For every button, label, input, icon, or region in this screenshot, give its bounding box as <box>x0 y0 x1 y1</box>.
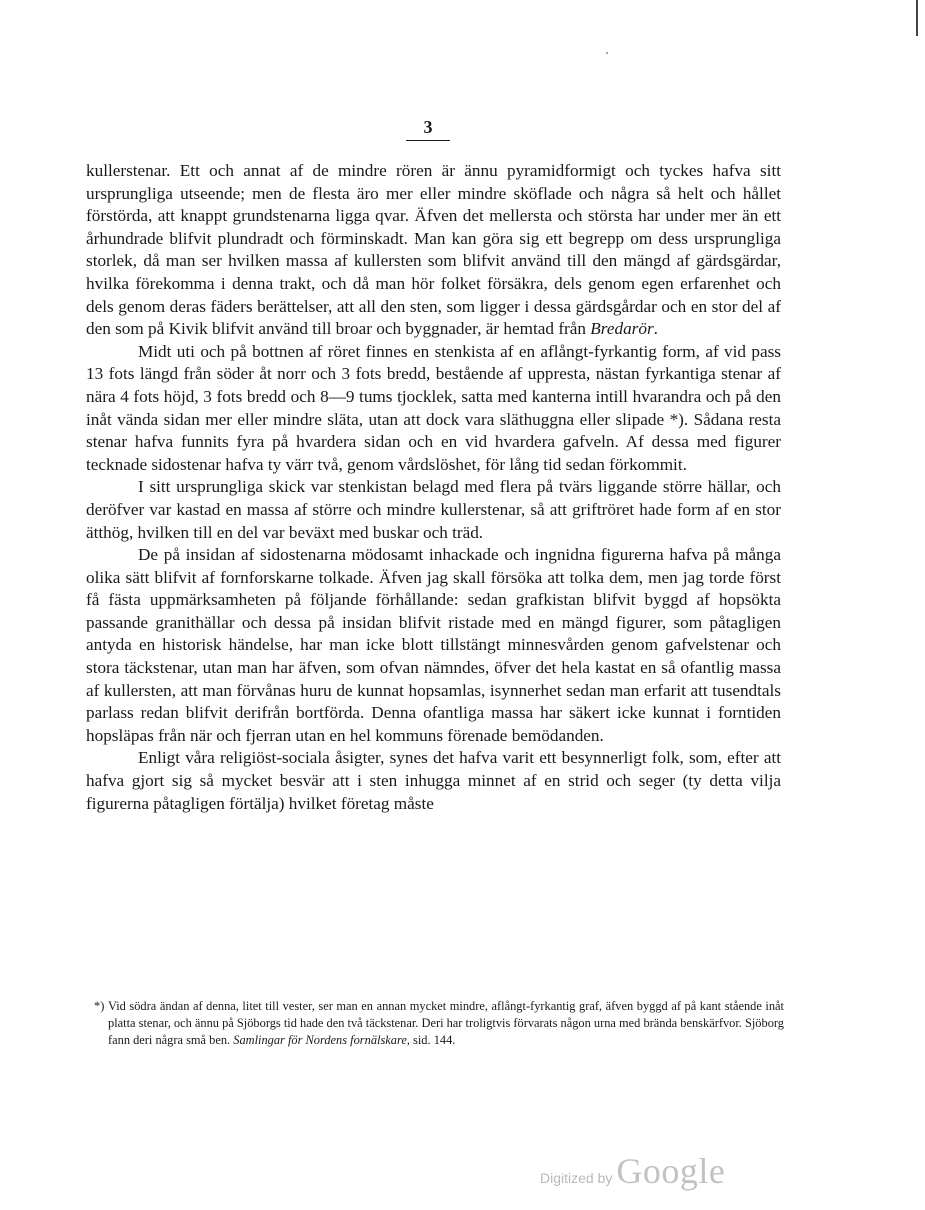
footnote-reference: *). <box>669 409 689 429</box>
body-text <box>86 160 781 815</box>
paragraph-1-end: . <box>653 319 658 339</box>
paragraph-2 <box>86 341 781 477</box>
footnote-text: Vid södra ändan af denna, litet till vester, ser man en annan mycket mindre, aflångt-fyrkantig graf, äfven byggd af på kant stående inåt platta stenar, och ännu på Sjöborgs tid hade den två täckstenar. Deri har troligtvis förvarats någon urna med brända benskärfvor. Sjöborg fann deri några små ben. <box>108 999 784 1047</box>
paragraph-1 <box>86 160 781 341</box>
page-number: 3 <box>406 117 450 141</box>
paragraph-4: De på insidan af sidostenarna mödosamt inhackade och ingnidna figurerna hafva på många olika sätt blifvit af fornforskarne tolkade. Äfven jag skall försöka att tolka dem, men jag torde först få fästa uppmärksamheten på följande förhållande: sedan grafkistan blifvit byggd af hopsökta passande granithällar och dessa på insidan blifvit ristade med en mängd figurer, som påtagligen antyda en historisk händelse, har man icke blott tillstängt minnesvården genom gafvelstenar och stora täckstenar, utan man har äfven, som ofvan nämndes, öfver det hela kastat en så ofantlig massa af kullersten, att man förvånas huru de kunnat hopsamlas, isynnerhet sedan man erfarit att tusendtals parlass redan blifvit derifrån bortförda. Denna ofantliga massa har säkert icke kunnat i forntiden hopsläpas från när och fjerran utan en hel kommuns förenade bemödanden. <box>86 545 781 745</box>
paragraph-1-text: kullerstenar. Ett och annat af de mindre rören är ännu pyramidformigt och tyckes hafva sitt ursprungliga utseende; men de flesta äro mer eller mindre sköflade och några så helt och hållet förstörda, att knappt grundstenarna ligga qvar. Äfven det mellersta och största har under mer än ett århundrade blifvit plundradt och förminskadt. Man kan göra sig ett begrepp om dess ursprungliga storlek, då man ser hvilken massa af kullersten som blifvit använd till den mängd af gärdsgärdar, hvilka förekomma i denna trakt, och då man hör folket försäkra, dels genom egen erfarenhet och dels genom deras fäders berättelser, att all den sten, som ligger i dessa gärdsgårdar och en stor del af den som på Kivik blifvit använd till broar och byggnader, är hemtad från <box>86 161 781 339</box>
scan-edge-mark <box>916 0 918 36</box>
scan-speck <box>606 52 608 54</box>
paragraph-2-text: Midt uti och på bottnen af röret finnes en stenkista af en aflångt-fyrkantig form, af vid pass 13 fots längd från söder åt norr och 3 fots bredd, bestående af uppresta, nästan fyrkantiga stenar af nära 4 fots höjd, 3 fots bredd och 8—9 tums tjocklek, satta med kanterna intill hvarandra och på den inåt vända sidan mer eller mindre släta, utan att dock vara släthuggna eller slipade <box>86 341 781 429</box>
digitized-by-google-watermark <box>540 1150 725 1192</box>
google-logo: Google <box>616 1151 726 1191</box>
paragraph-2-tail: Sådana resta stenar hafva funnits fyra på hvardera sidan och en vid hvardera gafveln. Af dessa med figurer tecknade sidostenar hafva ty värr två, genom vårdslöshet, för lång tid sedan förkommit. <box>86 409 782 474</box>
footnote-marker: *) <box>94 999 105 1013</box>
footnote-citation-tail: sid. 144. <box>409 1033 456 1047</box>
footnote-citation: Samlingar för Nordens fornälskare, <box>233 1033 410 1047</box>
footnote-body <box>108 998 784 1049</box>
footnote <box>94 998 784 1049</box>
paragraph-3: I sitt ursprungliga skick var stenkistan belagd med flera på tvärs liggande större hällar, och deröfver var kastad en massa af större och mindre kullerstenar, så att griftröret hade form af en stor ätthög, hvilken till en del var beväxt med buskar och träd. <box>86 477 781 542</box>
place-name-bredaror: Bredarör <box>590 319 654 339</box>
watermark-prefix: Digitized by <box>540 1170 613 1186</box>
paragraph-5: Enligt våra religiöst-sociala åsigter, synes det hafva varit ett besynnerligt folk, som, efter att hafva gjort sig så mycket besvär att i sten inhugga minnet af en strid och seger (ty detta vilja figurerna påtagligen förtälja) hvilket företag måste <box>86 748 781 813</box>
